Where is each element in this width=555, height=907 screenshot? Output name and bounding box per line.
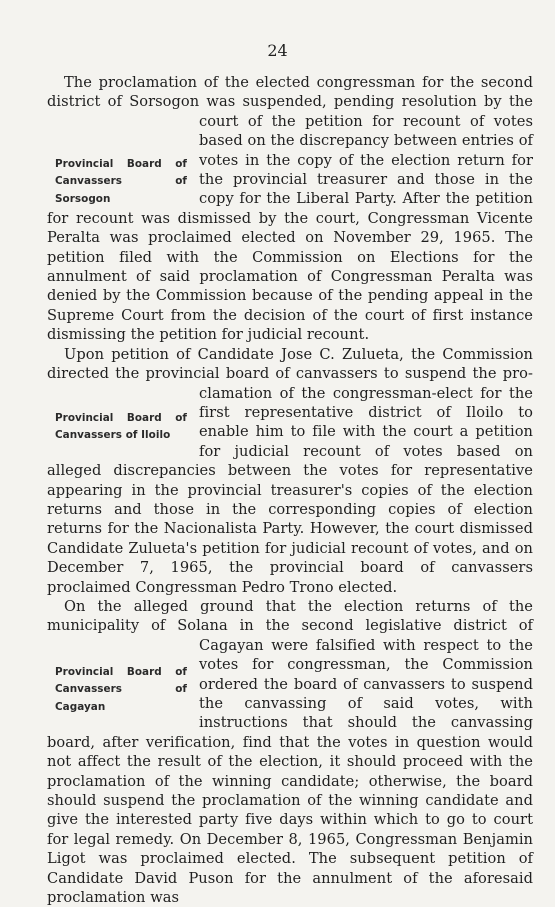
sidenote-cagayan: Provincial Board of Canvassers of Cagayan [55, 665, 187, 713]
sidenote-sorsogon: Provincial Board of Canvassers of Sorsogon [55, 157, 187, 205]
paragraph-iloilo [47, 345, 533, 597]
sidenote-iloilo: Provincial Board of Canvassers of Iloilo [55, 411, 187, 442]
paragraph-body: court of the petition for recount of votes based on the discrepancy between entries of votes in the copy of the election return for the provincial treasurer and those in the copy for the Liberal Party. After the petition for recount was dismissed by the court, Congressman Vicente Peralta was proclaimed elected on November 29, 1965. The petition filed with the Commission on Elections for the annulment of said proclamation of Congressman Peralta was denied by the Commission because of the pending appeal in the Supreme Court from the decision of the court of first instance dismissing the petition for judicial recount. [47, 112, 533, 344]
paragraph-lead: On the alleged ground that the election returns of the municipality of Solana in the second legislative district of Cagayan [47, 597, 533, 654]
paragraph-lead: Upon petition of Candidate Jose C. Zulueta, the Commission directed the provincial board of canvassers to suspend the pro- [47, 345, 533, 383]
body-text [47, 73, 533, 907]
paragraph-sorsogon [47, 73, 533, 345]
page-number: 24 [267, 41, 288, 60]
paragraph-body: were falsified with respect to the votes for congressman, the Commission ordered the board of canvassers to suspend the canvassing of said votes, with instructions that should the canvassing board, after verification, find that the votes in question would not affect the result of the election, it should proceed with the proclamation of the winning candidate; otherwise, the board should suspend the proclamation of the winning candidate and give the interested party five days within which to go to court for legal remedy. On December 8, 1965, Congressman Benjamin Ligot was proclaimed elected. The subsequent petition of Candidate David Puson for the annulment of the aforesaid proclamation was [47, 636, 533, 907]
paragraph-body: clamation of the congressman-elect for the first representative district of Iloilo to enable him to file with the court a petition for judicial recount of votes based on alleged discrepancies between the votes for representative appearing in the provincial treasurer's copies of the election returns and those in the corresponding copies of election returns for the Nacionalista Party. However, the court dismissed Candidate Zulueta's petition for judicial recount of votes, and on December 7, 1965, the provincial board of canvassers proclaimed Congressman Pedro Trono elected. [47, 384, 533, 596]
paragraph-lead: The proclamation of the elected congressman for the second district of Sorsogon was suspended, pending resolution by the [47, 74, 533, 111]
paragraph-cagayan [47, 597, 533, 907]
